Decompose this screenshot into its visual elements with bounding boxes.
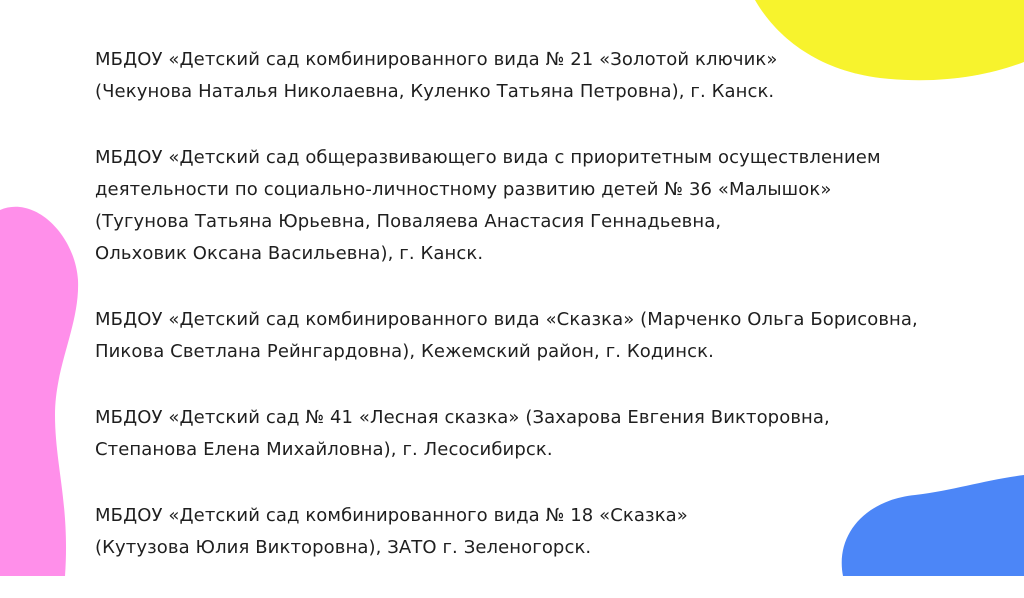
entry-line: деятельности по социально-личностному развитию детей № 36 «Малышок» xyxy=(95,179,832,200)
list-entry xyxy=(95,142,975,270)
entry-line: МБДОУ «Детский сад общеразвивающего вида с приоритетным осуществлением xyxy=(95,147,881,168)
entry-line: Пикова Светлана Рейнгардовна), Кежемский район, г. Кодинск. xyxy=(95,341,714,362)
entry-line: МБДОУ «Детский сад № 41 «Лесная сказка» (Захарова Евгения Викторовна, xyxy=(95,407,830,428)
entry-line: МБДОУ «Детский сад комбинированного вида № 21 «Золотой ключик» xyxy=(95,49,778,70)
entry-line: (Кутузова Юлия Викторовна), ЗАТО г. Зеленогорск. xyxy=(95,537,592,558)
list-entry xyxy=(95,402,975,466)
entry-line: МБДОУ «Детский сад комбинированного вида № 18 «Сказка» xyxy=(95,505,688,526)
entry-line: (Тугунова Татьяна Юрьевна, Поваляева Анастасия Геннадьевна, xyxy=(95,211,722,232)
entry-line: МБДОУ «Детский сад комбинированного вида «Сказка» (Марченко Ольга Борисовна, xyxy=(95,309,918,330)
list-entry xyxy=(95,44,975,108)
entry-line: Степанова Елена Михайловна), г. Лесосибирск. xyxy=(95,439,553,460)
list-entry xyxy=(95,304,975,368)
entry-line: Ольховик Оксана Васильевна), г. Канск. xyxy=(95,243,484,264)
partner-list xyxy=(95,44,975,598)
list-entry xyxy=(95,500,975,564)
entry-line: (Чекунова Наталья Николаевна, Куленко Татьяна Петровна), г. Канск. xyxy=(95,81,775,102)
pink-blob-decoration xyxy=(0,205,80,576)
